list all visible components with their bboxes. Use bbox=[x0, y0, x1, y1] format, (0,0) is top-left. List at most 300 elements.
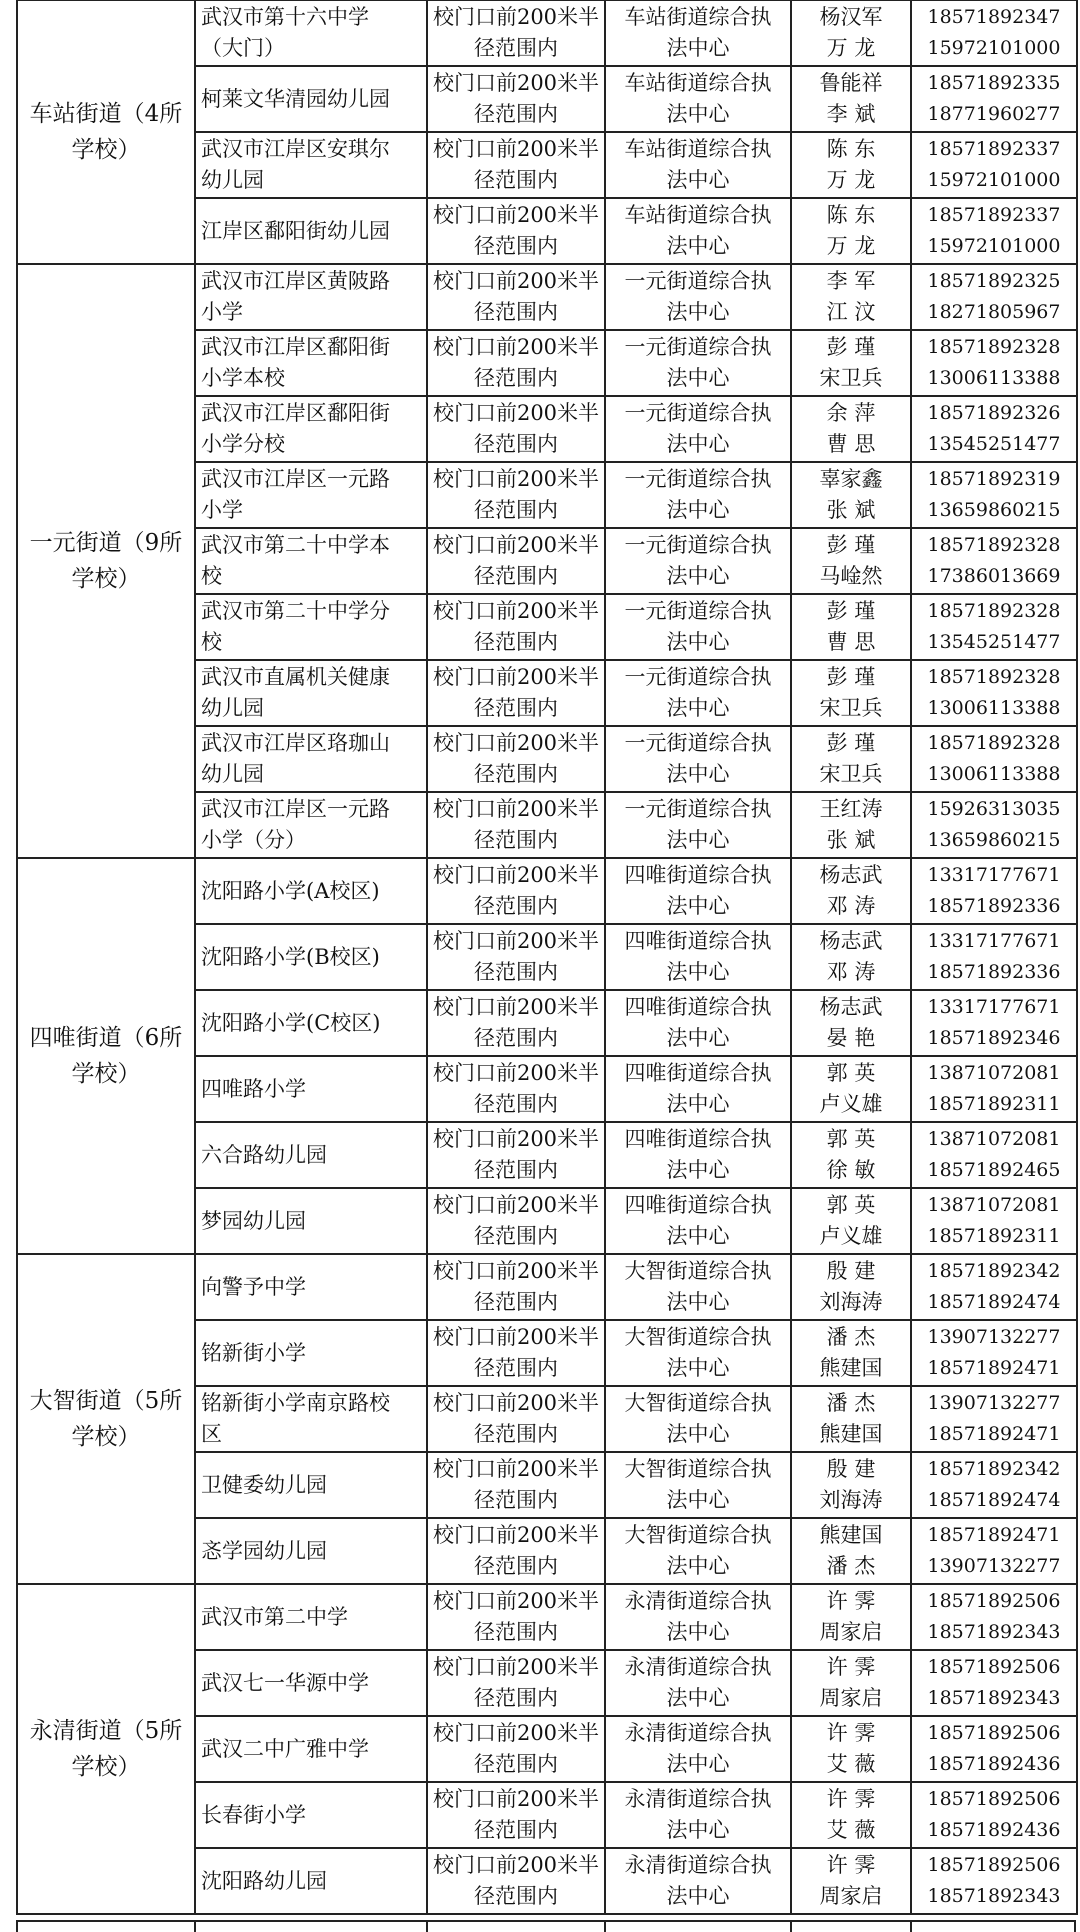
phone-numbers-cell-line: 18571892506 bbox=[927, 1788, 1061, 1810]
control-range-cell bbox=[427, 330, 605, 396]
responsible-persons-cell-line: 宋卫兵 bbox=[819, 696, 883, 720]
agency-cell-line: 车站街道综合执 bbox=[624, 71, 772, 95]
agency-cell bbox=[605, 1716, 791, 1782]
control-range-cell-line: 校门口前200米半 bbox=[432, 335, 600, 359]
responsible-persons-cell-line: 卢义雄 bbox=[819, 1092, 883, 1116]
phone-numbers-cell-line: 18571892506 bbox=[927, 1656, 1061, 1678]
phone-numbers-cell bbox=[911, 792, 1077, 858]
agency-cell-line: 一元街道综合执 bbox=[624, 599, 772, 623]
responsible-persons-cell-line: 彭 瑾 bbox=[826, 599, 876, 623]
phone-numbers-cell-line: 18571892471 bbox=[927, 1357, 1061, 1379]
control-range-cell bbox=[427, 528, 605, 594]
responsible-persons-cell-line: 宋卫兵 bbox=[819, 762, 883, 786]
responsible-persons-cell bbox=[791, 660, 911, 726]
school-name-cell-line: 铭新街小学 bbox=[201, 1340, 306, 1365]
agency-cell bbox=[605, 726, 791, 792]
responsible-persons-cell-line: 辜家鑫 bbox=[819, 467, 883, 491]
agency-cell-line: 法中心 bbox=[666, 762, 730, 786]
agency-cell-line: 法中心 bbox=[666, 960, 730, 984]
agency-cell-line: 四唯街道综合执 bbox=[624, 1193, 772, 1217]
phone-numbers-cell-line: 13871072081 bbox=[927, 1194, 1061, 1216]
school-name-cell-line: 四唯路小学 bbox=[201, 1076, 306, 1101]
control-range-cell-line: 径范围内 bbox=[474, 1752, 558, 1776]
responsible-persons-cell-line: 王红涛 bbox=[819, 797, 883, 821]
school-name-cell-line: 铭新街小学南京路校 bbox=[201, 1391, 390, 1415]
school-name-cell bbox=[195, 0, 427, 66]
agency-cell-line: 法中心 bbox=[666, 1884, 730, 1908]
phone-numbers-cell bbox=[911, 924, 1077, 990]
control-range-cell-line: 校门口前200米半 bbox=[432, 1061, 600, 1085]
control-range-cell-line: 径范围内 bbox=[474, 1356, 558, 1380]
responsible-persons-cell bbox=[791, 264, 911, 330]
phone-numbers-cell bbox=[911, 660, 1077, 726]
school-name-cell-line: 向警予中学 bbox=[201, 1274, 306, 1299]
phone-numbers-cell-line: 18571892342 bbox=[927, 1458, 1061, 1480]
responsible-persons-cell-line: 许 霁 bbox=[826, 1787, 876, 1811]
control-range-cell-line: 校门口前200米半 bbox=[432, 929, 600, 953]
phone-numbers-cell-line: 18571892311 bbox=[927, 1225, 1061, 1247]
agency-cell bbox=[605, 1254, 791, 1320]
agency-cell-line: 永清街道综合执 bbox=[624, 1655, 772, 1679]
responsible-persons-cell bbox=[791, 1782, 911, 1848]
phone-numbers-cell-line: 18571892328 bbox=[927, 534, 1061, 556]
phone-numbers-cell bbox=[911, 66, 1077, 132]
district-cell bbox=[17, 858, 195, 1254]
control-range-cell-line: 径范围内 bbox=[474, 1488, 558, 1512]
phone-numbers-cell-line: 13659860215 bbox=[927, 499, 1061, 521]
phone-numbers-cell-line: 15972101000 bbox=[927, 37, 1061, 59]
table-row bbox=[17, 1584, 1077, 1650]
phone-numbers-cell bbox=[911, 132, 1077, 198]
agency-cell-line: 一元街道综合执 bbox=[624, 533, 772, 557]
school-name-cell bbox=[195, 1386, 427, 1452]
responsible-persons-cell-line: 宋卫兵 bbox=[819, 366, 883, 390]
phone-numbers-cell-line: 13317177671 bbox=[927, 996, 1061, 1018]
school-name-cell-line: 区 bbox=[201, 1422, 222, 1446]
control-range-cell-line: 径范围内 bbox=[474, 366, 558, 390]
school-name-cell-line: 武汉市江岸区鄱阳街 bbox=[201, 401, 390, 425]
phone-numbers-cell-line: 13006113388 bbox=[927, 763, 1061, 785]
responsible-persons-cell bbox=[791, 132, 911, 198]
responsible-persons-cell-line: 彭 瑾 bbox=[826, 335, 876, 359]
responsible-persons-cell bbox=[791, 1650, 911, 1716]
responsible-persons-cell-line: 郭 英 bbox=[826, 1193, 876, 1217]
control-range-cell-line: 径范围内 bbox=[474, 102, 558, 126]
control-range-cell-line: 径范围内 bbox=[474, 300, 558, 324]
control-range-cell-line: 校门口前200米半 bbox=[432, 1655, 600, 1679]
phone-numbers-cell-line: 15972101000 bbox=[927, 235, 1061, 257]
responsible-persons-cell bbox=[791, 1254, 911, 1320]
agency-cell-line: 一元街道综合执 bbox=[624, 467, 772, 491]
phone-numbers-cell bbox=[911, 990, 1077, 1056]
control-range-cell bbox=[427, 858, 605, 924]
responsible-persons-cell-line: 艾 薇 bbox=[826, 1818, 876, 1842]
responsible-persons-cell bbox=[791, 330, 911, 396]
control-range-cell-line: 径范围内 bbox=[474, 564, 558, 588]
control-range-cell-line: 径范围内 bbox=[474, 1818, 558, 1842]
phone-numbers-cell-line: 13871072081 bbox=[927, 1128, 1061, 1150]
responsible-persons-cell-line: 刘海涛 bbox=[819, 1488, 883, 1512]
control-range-cell-line: 校门口前200米半 bbox=[432, 1127, 600, 1151]
phone-numbers-cell-line: 18571892506 bbox=[927, 1854, 1061, 1876]
school-name-cell bbox=[195, 528, 427, 594]
school-name-cell-line: （大门） bbox=[201, 36, 285, 60]
district-cell bbox=[17, 0, 195, 264]
phone-numbers-cell-line: 18571892506 bbox=[927, 1590, 1061, 1612]
control-range-cell-line: 校门口前200米半 bbox=[432, 1325, 600, 1349]
responsible-persons-cell bbox=[791, 1320, 911, 1386]
phone-numbers-cell-line: 18571892506 bbox=[927, 1722, 1061, 1744]
phone-numbers-cell-line: 13006113388 bbox=[927, 697, 1061, 719]
agency-cell-line: 永清街道综合执 bbox=[624, 1721, 772, 1745]
school-name-cell bbox=[195, 1320, 427, 1386]
control-range-cell bbox=[427, 792, 605, 858]
agency-cell-line: 大智街道综合执 bbox=[624, 1523, 772, 1547]
school-name-cell-line: 武汉二中广雅中学 bbox=[201, 1736, 369, 1761]
school-name-cell bbox=[195, 1848, 427, 1914]
school-name-cell-line: 武汉市直属机关健康 bbox=[201, 665, 390, 689]
agency-cell-line: 法中心 bbox=[666, 1620, 730, 1644]
agency-cell-line: 法中心 bbox=[666, 102, 730, 126]
table-row bbox=[17, 264, 1077, 330]
control-range-cell bbox=[427, 1188, 605, 1254]
responsible-persons-cell bbox=[791, 198, 911, 264]
phone-numbers-cell-line: 18571892346 bbox=[927, 1027, 1061, 1049]
responsible-persons-cell bbox=[791, 1056, 911, 1122]
responsible-persons-cell bbox=[791, 594, 911, 660]
responsible-persons-cell bbox=[791, 1848, 911, 1914]
control-range-cell-line: 径范围内 bbox=[474, 696, 558, 720]
control-range-cell bbox=[427, 726, 605, 792]
phone-numbers-cell bbox=[911, 264, 1077, 330]
school-name-cell-line: 小学（分） bbox=[201, 828, 306, 852]
agency-cell bbox=[605, 462, 791, 528]
school-name-cell-line: 武汉市第二十中学分 bbox=[201, 599, 390, 623]
agency-cell bbox=[605, 198, 791, 264]
agency-cell-line: 四唯街道综合执 bbox=[624, 929, 772, 953]
phone-numbers-cell-line: 18571892436 bbox=[927, 1819, 1061, 1841]
school-name-cell-line: 江岸区鄱阳街幼儿园 bbox=[201, 218, 390, 243]
district-cell bbox=[17, 264, 195, 858]
agency-cell-line: 法中心 bbox=[666, 1026, 730, 1050]
control-range-cell-line: 径范围内 bbox=[474, 1158, 558, 1182]
agency-cell bbox=[605, 0, 791, 66]
agency-cell bbox=[605, 594, 791, 660]
district-cell-line: 学校） bbox=[71, 1061, 141, 1087]
responsible-persons-cell-line: 余 萍 bbox=[826, 401, 876, 425]
school-name-cell-line: 梦园幼儿园 bbox=[201, 1208, 306, 1233]
control-range-cell bbox=[427, 660, 605, 726]
district-cell-line: 学校） bbox=[71, 1424, 141, 1450]
control-range-cell bbox=[427, 990, 605, 1056]
responsible-persons-cell-line: 彭 瑾 bbox=[826, 533, 876, 557]
responsible-persons-cell-line: 邓 涛 bbox=[826, 894, 876, 918]
agency-cell bbox=[605, 1188, 791, 1254]
phone-numbers-cell bbox=[911, 0, 1077, 66]
school-name-cell-line: 小学 bbox=[201, 300, 243, 324]
phone-numbers-cell bbox=[911, 198, 1077, 264]
responsible-persons-cell-line: 陈 东 bbox=[826, 137, 876, 161]
agency-cell bbox=[605, 924, 791, 990]
phone-numbers-cell-line: 18571892436 bbox=[927, 1753, 1061, 1775]
phone-numbers-cell-line: 18771960277 bbox=[927, 103, 1061, 125]
responsible-persons-cell bbox=[791, 1518, 911, 1584]
agency-cell-line: 法中心 bbox=[666, 1290, 730, 1314]
school-name-cell-line: 幼儿园 bbox=[201, 696, 264, 720]
agency-cell-line: 法中心 bbox=[666, 696, 730, 720]
school-name-cell bbox=[195, 1782, 427, 1848]
responsible-persons-cell-line: 卢义雄 bbox=[819, 1224, 883, 1248]
phone-numbers-cell-line: 15972101000 bbox=[927, 169, 1061, 191]
responsible-persons-cell-line: 殷 建 bbox=[826, 1457, 876, 1481]
school-name-cell-line: 沈阳路小学(A校区) bbox=[201, 878, 380, 903]
responsible-persons-cell-line: 郭 英 bbox=[826, 1127, 876, 1151]
agency-cell bbox=[605, 132, 791, 198]
phone-numbers-cell-line: 18571892326 bbox=[927, 402, 1061, 424]
agency-cell-line: 法中心 bbox=[666, 564, 730, 588]
control-range-cell-line: 径范围内 bbox=[474, 762, 558, 786]
phone-numbers-cell-line: 18571892343 bbox=[927, 1621, 1061, 1643]
school-name-cell bbox=[195, 858, 427, 924]
school-name-cell-line: 六合路幼儿园 bbox=[201, 1142, 327, 1167]
school-name-cell-line: 忞学园幼儿园 bbox=[201, 1538, 327, 1563]
school-name-cell bbox=[195, 1584, 427, 1650]
control-range-cell bbox=[427, 1848, 605, 1914]
table-row bbox=[17, 858, 1077, 924]
school-name-cell bbox=[195, 396, 427, 462]
control-range-cell bbox=[427, 1122, 605, 1188]
responsible-persons-cell-line: 潘 杰 bbox=[826, 1325, 876, 1349]
school-name-cell-line: 校 bbox=[201, 564, 222, 588]
responsible-persons-cell-line: 熊建国 bbox=[819, 1356, 883, 1380]
agency-cell bbox=[605, 1056, 791, 1122]
agency-cell bbox=[605, 264, 791, 330]
responsible-persons-cell-line: 晏 艳 bbox=[826, 1026, 876, 1050]
school-name-cell bbox=[195, 330, 427, 396]
agency-cell-line: 四唯街道综合执 bbox=[624, 863, 772, 887]
school-name-cell bbox=[195, 792, 427, 858]
control-range-cell bbox=[427, 1650, 605, 1716]
control-range-cell-line: 校门口前200米半 bbox=[432, 797, 600, 821]
agency-cell bbox=[605, 66, 791, 132]
control-range-cell-line: 校门口前200米半 bbox=[432, 599, 600, 623]
agency-cell-line: 大智街道综合执 bbox=[624, 1457, 772, 1481]
control-range-cell-line: 径范围内 bbox=[474, 960, 558, 984]
control-range-cell-line: 校门口前200米半 bbox=[432, 269, 600, 293]
agency-cell-line: 法中心 bbox=[666, 828, 730, 852]
control-range-cell-line: 校门口前200米半 bbox=[432, 731, 600, 755]
responsible-persons-cell-line: 周家启 bbox=[819, 1686, 883, 1710]
school-name-cell-line: 小学 bbox=[201, 498, 243, 522]
control-range-cell bbox=[427, 1518, 605, 1584]
responsible-persons-cell-line: 周家启 bbox=[819, 1884, 883, 1908]
phone-numbers-cell-line: 18571892328 bbox=[927, 336, 1061, 358]
agency-cell bbox=[605, 858, 791, 924]
control-range-cell-line: 径范围内 bbox=[474, 1620, 558, 1644]
phone-numbers-cell-line: 18571892337 bbox=[927, 204, 1061, 226]
agency-cell-line: 永清街道综合执 bbox=[624, 1853, 772, 1877]
phone-numbers-cell bbox=[911, 462, 1077, 528]
phone-numbers-cell-line: 18571892319 bbox=[927, 468, 1061, 490]
agency-cell bbox=[605, 1122, 791, 1188]
control-range-cell bbox=[427, 198, 605, 264]
control-range-cell-line: 校门口前200米半 bbox=[432, 137, 600, 161]
agency-cell-line: 车站街道综合执 bbox=[624, 137, 772, 161]
control-range-cell-line: 校门口前200米半 bbox=[432, 1853, 600, 1877]
phone-numbers-cell bbox=[911, 1320, 1077, 1386]
district-cell-line: 车站街道（4所 bbox=[29, 101, 183, 127]
district-cell bbox=[17, 1584, 195, 1914]
control-range-cell-line: 校门口前200米半 bbox=[432, 1787, 600, 1811]
control-range-cell-line: 径范围内 bbox=[474, 1224, 558, 1248]
control-range-cell-line: 径范围内 bbox=[474, 630, 558, 654]
agency-cell-line: 一元街道综合执 bbox=[624, 665, 772, 689]
control-range-cell-line: 径范围内 bbox=[474, 828, 558, 852]
control-range-cell bbox=[427, 264, 605, 330]
responsible-persons-cell-line: 邓 涛 bbox=[826, 960, 876, 984]
agency-cell-line: 法中心 bbox=[666, 36, 730, 60]
agency-cell-line: 车站街道综合执 bbox=[624, 5, 772, 29]
phone-numbers-cell-line: 13659860215 bbox=[927, 829, 1061, 851]
control-range-cell-line: 校门口前200米半 bbox=[432, 1193, 600, 1217]
phone-numbers-cell-line: 18571892474 bbox=[927, 1291, 1061, 1313]
responsible-persons-cell-line: 陈 东 bbox=[826, 203, 876, 227]
agency-cell-line: 法中心 bbox=[666, 234, 730, 258]
agency-cell bbox=[605, 1518, 791, 1584]
control-range-cell-line: 校门口前200米半 bbox=[432, 533, 600, 557]
responsible-persons-cell-line: 刘海涛 bbox=[819, 1290, 883, 1314]
phone-numbers-cell-line: 13317177671 bbox=[927, 930, 1061, 952]
control-range-cell bbox=[427, 462, 605, 528]
school-name-cell-line: 武汉市江岸区鄱阳街 bbox=[201, 335, 390, 359]
control-range-cell-line: 校门口前200米半 bbox=[432, 863, 600, 887]
school-name-cell bbox=[195, 462, 427, 528]
school-name-cell-line: 卫健委幼儿园 bbox=[201, 1472, 327, 1497]
agency-cell-line: 法中心 bbox=[666, 1158, 730, 1182]
phone-numbers-cell-line: 18571892342 bbox=[927, 1260, 1061, 1282]
district-cell bbox=[17, 1254, 195, 1584]
responsible-persons-cell-line: 曹 思 bbox=[826, 630, 876, 654]
phone-numbers-cell bbox=[911, 1188, 1077, 1254]
phone-numbers-cell-line: 18271805967 bbox=[927, 301, 1061, 323]
control-range-cell-line: 径范围内 bbox=[474, 1422, 558, 1446]
district-cell-line: 大智街道（5所 bbox=[29, 1388, 183, 1414]
agency-cell-line: 法中心 bbox=[666, 432, 730, 456]
responsible-persons-cell-line: 万 龙 bbox=[826, 234, 876, 258]
next-page-row-fragment bbox=[16, 1920, 1076, 1932]
school-name-cell-line: 沈阳路幼儿园 bbox=[201, 1868, 327, 1893]
phone-numbers-cell-line: 18571892343 bbox=[927, 1687, 1061, 1709]
phone-numbers-cell-line: 18571892465 bbox=[927, 1159, 1061, 1181]
district-cell-line: 学校） bbox=[71, 137, 141, 163]
school-name-cell-line: 柯莱文华清园幼儿园 bbox=[201, 86, 390, 111]
responsible-persons-cell-line: 许 霁 bbox=[826, 1655, 876, 1679]
agency-cell-line: 大智街道综合执 bbox=[624, 1259, 772, 1283]
school-name-cell bbox=[195, 924, 427, 990]
control-range-cell bbox=[427, 66, 605, 132]
school-name-cell-line: 武汉市江岸区珞珈山 bbox=[201, 731, 390, 755]
phone-numbers-cell-line: 13545251477 bbox=[927, 433, 1061, 455]
district-cell-line: 学校） bbox=[71, 566, 141, 592]
control-range-cell-line: 径范围内 bbox=[474, 234, 558, 258]
school-name-cell-line: 沈阳路小学(C校区) bbox=[201, 1010, 381, 1035]
responsible-persons-cell-line: 曹 思 bbox=[826, 432, 876, 456]
agency-cell bbox=[605, 1584, 791, 1650]
agency-cell bbox=[605, 990, 791, 1056]
school-name-cell-line: 幼儿园 bbox=[201, 168, 264, 192]
school-name-cell bbox=[195, 66, 427, 132]
phone-numbers-cell bbox=[911, 1254, 1077, 1320]
agency-cell bbox=[605, 528, 791, 594]
responsible-persons-cell-line: 许 霁 bbox=[826, 1721, 876, 1745]
phone-numbers-cell-line: 13006113388 bbox=[927, 367, 1061, 389]
agency-cell-line: 法中心 bbox=[666, 630, 730, 654]
control-range-cell bbox=[427, 594, 605, 660]
school-name-cell-line: 武汉市第二中学 bbox=[201, 1604, 348, 1629]
responsible-persons-cell bbox=[791, 792, 911, 858]
agency-cell bbox=[605, 792, 791, 858]
school-name-cell bbox=[195, 1650, 427, 1716]
phone-numbers-cell bbox=[911, 1782, 1077, 1848]
agency-cell bbox=[605, 1650, 791, 1716]
phone-numbers-cell-line: 18571892337 bbox=[927, 138, 1061, 160]
responsible-persons-cell-line: 杨志武 bbox=[819, 995, 883, 1019]
district-cell-line: 学校） bbox=[71, 1754, 141, 1780]
phone-numbers-cell-line: 18571892471 bbox=[927, 1423, 1061, 1445]
phone-numbers-cell bbox=[911, 594, 1077, 660]
control-range-cell-line: 校门口前200米半 bbox=[432, 1523, 600, 1547]
phone-numbers-cell-line: 18571892328 bbox=[927, 732, 1061, 754]
school-name-cell bbox=[195, 1716, 427, 1782]
phone-numbers-cell-line: 18571892328 bbox=[927, 600, 1061, 622]
phone-numbers-cell bbox=[911, 1452, 1077, 1518]
control-range-cell bbox=[427, 1716, 605, 1782]
school-name-cell bbox=[195, 1056, 427, 1122]
phone-numbers-cell bbox=[911, 1848, 1077, 1914]
responsible-persons-cell-line: 艾 薇 bbox=[826, 1752, 876, 1776]
responsible-persons-cell bbox=[791, 462, 911, 528]
school-name-cell bbox=[195, 1452, 427, 1518]
district-cell-line: 永清街道（5所 bbox=[29, 1718, 183, 1744]
phone-numbers-cell-line: 13907132277 bbox=[927, 1392, 1061, 1414]
phone-numbers-cell-line: 18571892335 bbox=[927, 72, 1061, 94]
phone-numbers-cell-line: 13871072081 bbox=[927, 1062, 1061, 1084]
phone-numbers-cell bbox=[911, 396, 1077, 462]
phone-numbers-cell bbox=[911, 1584, 1077, 1650]
phone-numbers-cell-line: 18571892336 bbox=[927, 961, 1061, 983]
agency-cell bbox=[605, 1386, 791, 1452]
agency-cell-line: 大智街道综合执 bbox=[624, 1391, 772, 1415]
agency-cell-line: 一元街道综合执 bbox=[624, 731, 772, 755]
responsible-persons-cell-line: 彭 瑾 bbox=[826, 665, 876, 689]
school-name-cell bbox=[195, 1122, 427, 1188]
responsible-persons-cell bbox=[791, 1188, 911, 1254]
responsible-persons-cell-line: 许 霁 bbox=[826, 1589, 876, 1613]
responsible-persons-cell-line: 李 斌 bbox=[826, 102, 876, 126]
agency-cell bbox=[605, 330, 791, 396]
agency-cell-line: 四唯街道综合执 bbox=[624, 1127, 772, 1151]
phone-numbers-cell bbox=[911, 330, 1077, 396]
phone-numbers-cell bbox=[911, 726, 1077, 792]
control-range-cell-line: 校门口前200米半 bbox=[432, 1391, 600, 1415]
agency-cell-line: 法中心 bbox=[666, 1818, 730, 1842]
responsible-persons-cell-line: 周家启 bbox=[819, 1620, 883, 1644]
agency-cell-line: 一元街道综合执 bbox=[624, 401, 772, 425]
control-range-cell-line: 径范围内 bbox=[474, 36, 558, 60]
control-range-cell-line: 校门口前200米半 bbox=[432, 1721, 600, 1745]
responsible-persons-cell-line: 万 龙 bbox=[826, 36, 876, 60]
agency-cell-line: 法中心 bbox=[666, 300, 730, 324]
